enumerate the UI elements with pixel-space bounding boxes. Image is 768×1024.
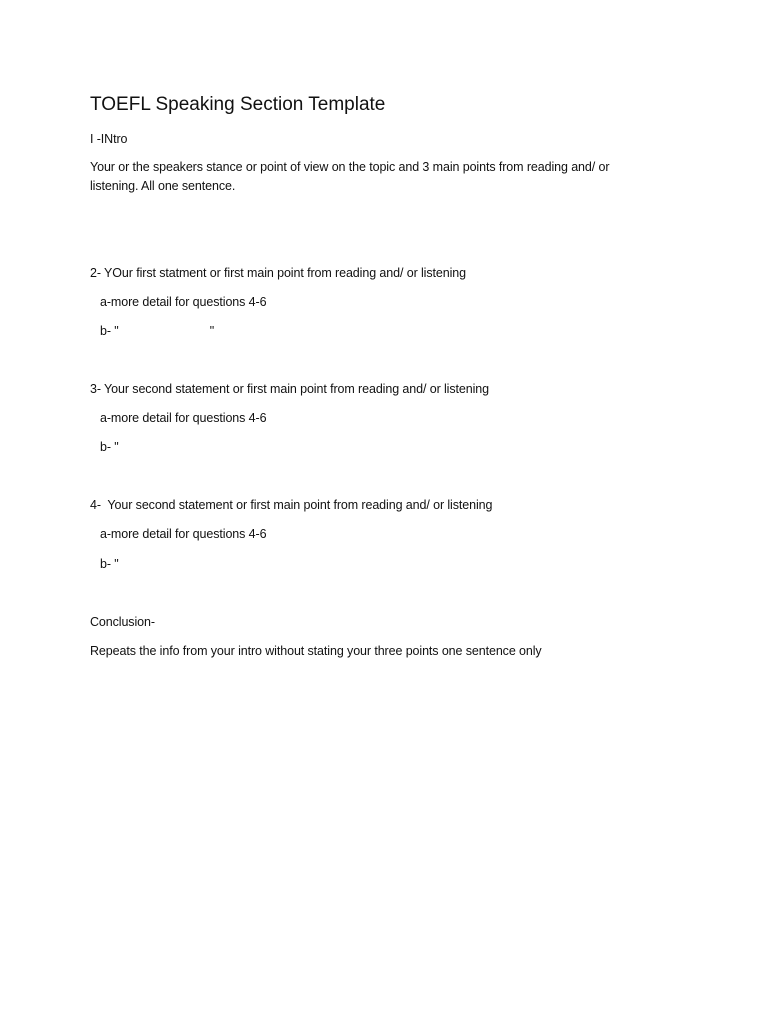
conclusion-text: Repeats the info from your intro without stating your three points one sentence only [90,644,542,658]
point-2-sub-b: b- " " [100,324,215,338]
point-2-heading: 2- YOur first statment or first main point from reading and/ or listening [90,266,466,280]
conclusion-heading: Conclusion- [90,615,155,629]
point-3-sub-b: b- " [100,440,119,454]
point-3-heading: 3- Your second statement or first main point from reading and/ or listening [90,382,489,396]
intro-text: Your or the speakers stance or point of view on the topic and 3 main points from reading and/ or listening. All one sentence. [90,160,610,193]
point-4-sub-a: a-more detail for questions 4-6 [100,527,267,541]
point-4-heading: 4- Your second statement or first main point from reading and/ or listening [90,498,493,512]
point-4-sub-b: b- " [100,557,119,571]
document-title: TOEFL Speaking Section Template [90,94,386,115]
point-3-sub-a: a-more detail for questions 4-6 [100,411,267,425]
point-2-sub-a: a-more detail for questions 4-6 [100,295,267,309]
intro-heading: I -INtro [90,132,128,146]
